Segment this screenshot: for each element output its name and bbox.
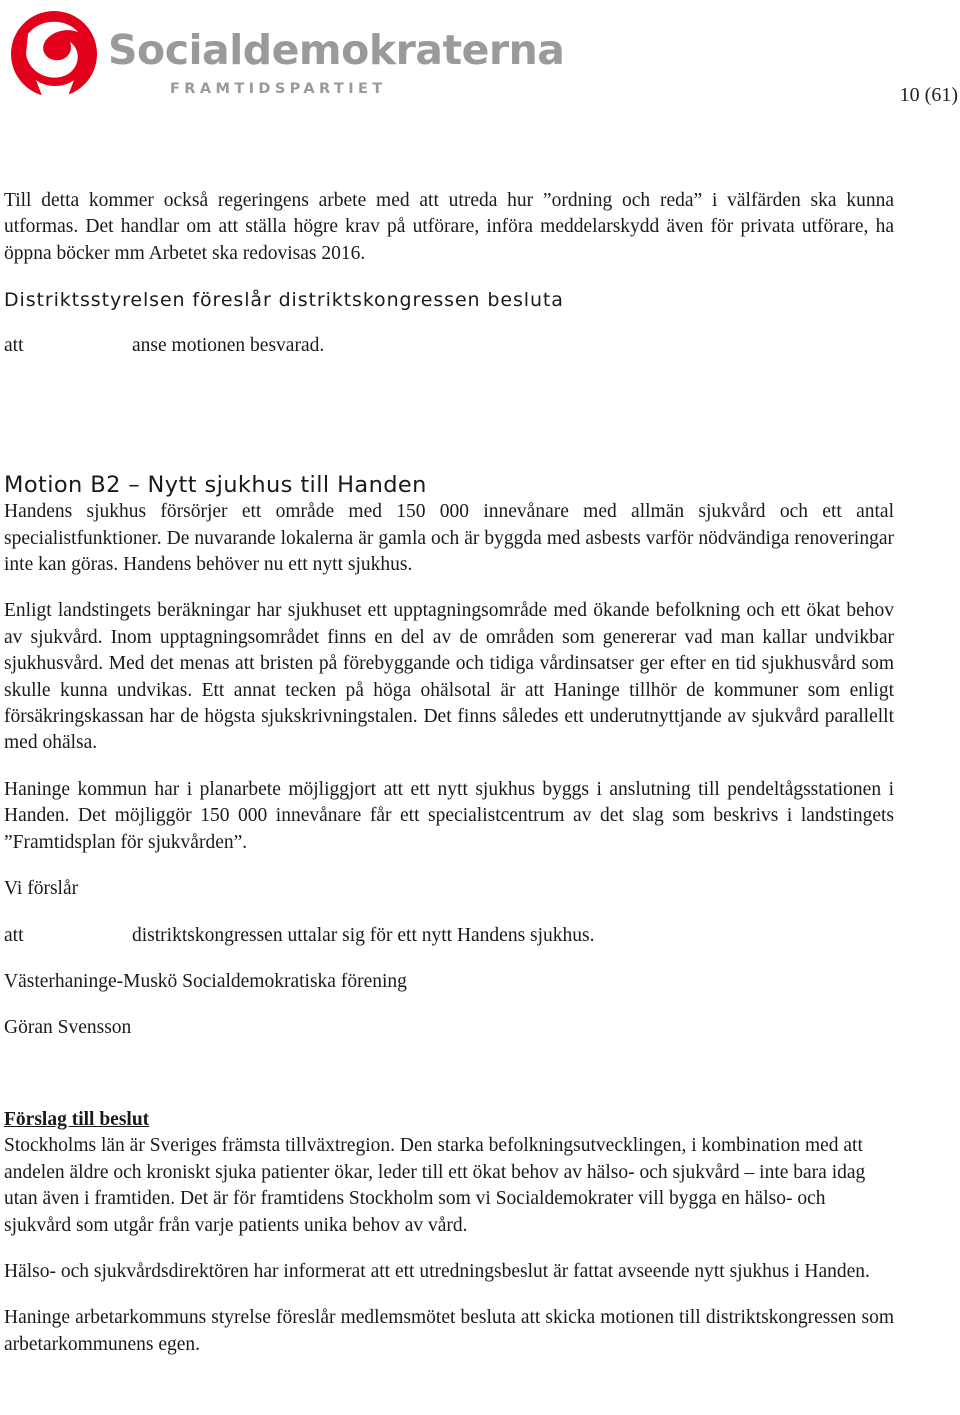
document-body bbox=[4, 188, 894, 1358]
paragraph-intro: Till detta kommer också regeringens arbete med att utreda hur ”ordning och reda” i välfärden ska kunna utformas. Det handlar om att ställa högre krav på utförare, införa meddelarskydd även för privata utförare, ha öppna böcker mm Arbetet ska redovisas 2016. bbox=[4, 190, 894, 264]
we-propose: Vi förslår bbox=[4, 878, 79, 900]
att-text: distriktskongressen uttalar sig för ett nytt Handens sjukhus. bbox=[132, 924, 595, 946]
paragraph-motion-2: Enligt landstingets beräkningar har sjukhuset ett upptagningsområde med ökande befolkning och ett ökat behov av sjukvård. Inom upptagningsområdet finns en del av de områden som genererar vad man kallar undvikbar sjukhusvård. Med det menas att bristen på förebyggande och tidiga vårdinsatser ger efter en tid sjukhusvård som skulle kunna undvikas. Ett annat tecken på höga ohälsotal är att Haninge tillhör de kommuner som enligt försäkringskassan har de högsta sjukskrivningstalen. Det finns således ett underutnyttjande av sjukvård parallellt med ohälsa. bbox=[4, 600, 894, 754]
page-number: 10 (61) bbox=[899, 84, 958, 106]
logo-tagline: FRAMTIDSPARTIET bbox=[170, 81, 387, 97]
paragraph-decision-2: Hälso- och sjukvårdsdirektören har informerat att ett utredningsbeslut är fattat avseende nytt sjukhus i Handen. bbox=[4, 1260, 870, 1282]
paragraph-decision-3: Haninge arbetarkommuns styrelse föreslår medlemsmötet besluta att skicka motionen till distriktskongressen som arbetarkommunens egen. bbox=[4, 1307, 894, 1355]
decision-heading: Förslag till beslut bbox=[4, 1109, 150, 1131]
resolution-att-1 bbox=[4, 333, 894, 359]
board-proposal-heading: Distriktsstyrelsen föreslår distriktskongressen besluta bbox=[4, 289, 564, 312]
motion-heading: Motion B2 – Nytt sjukhus till Handen bbox=[4, 472, 427, 499]
paragraph-motion-3: Haninge kommun har i planarbete möjliggjort att ett nytt sjukhus byggs i anslutning till pendeltågsstationen i Handen. Det möjliggör 150 000 innevånare får ett specialistcentrum av det slag som beskrivs i landstingets ”Framtidsplan för sjukvården”. bbox=[4, 778, 894, 853]
att-text: anse motionen besvarad. bbox=[132, 335, 325, 357]
organization-name: Västerhaninge-Muskö Socialdemokratiska förening bbox=[4, 970, 407, 992]
logo-wordmark: Socialdemokraterna bbox=[108, 26, 565, 74]
paragraph-decision-1: Stockholms län är Sveriges främsta tillväxtregion. Den starka befolkningsutvecklingen, i kombination med att andelen äldre och kroniskt sjuka patienter ökar, leder till ett ökat behov av hälso- och sjukvård – inte bara idag utan även i framtiden. Det är för framtidens Stockholm som vi Socialdemokrater vill bygga en hälso- och sjukvård som utgår från varje patients unika behov av vård. bbox=[4, 1135, 866, 1236]
att-label: att bbox=[4, 924, 24, 946]
rose-logo-icon bbox=[6, 4, 102, 102]
paragraph-motion-1: Handens sjukhus försörjer ett område med 150 000 innevånare med allmän sjukvård och ett antal specialistfunktioner. De nuvarande lokalerna är gamla och är byggda med asbests varför nödvändiga renoveringar inte kan göras. Handens behöver nu ett nytt sjukhus. bbox=[4, 501, 894, 576]
signature-name: Göran Svensson bbox=[4, 1016, 132, 1038]
page-header bbox=[0, 0, 960, 120]
att-label: att bbox=[4, 335, 24, 357]
resolution-att-2 bbox=[4, 923, 894, 949]
